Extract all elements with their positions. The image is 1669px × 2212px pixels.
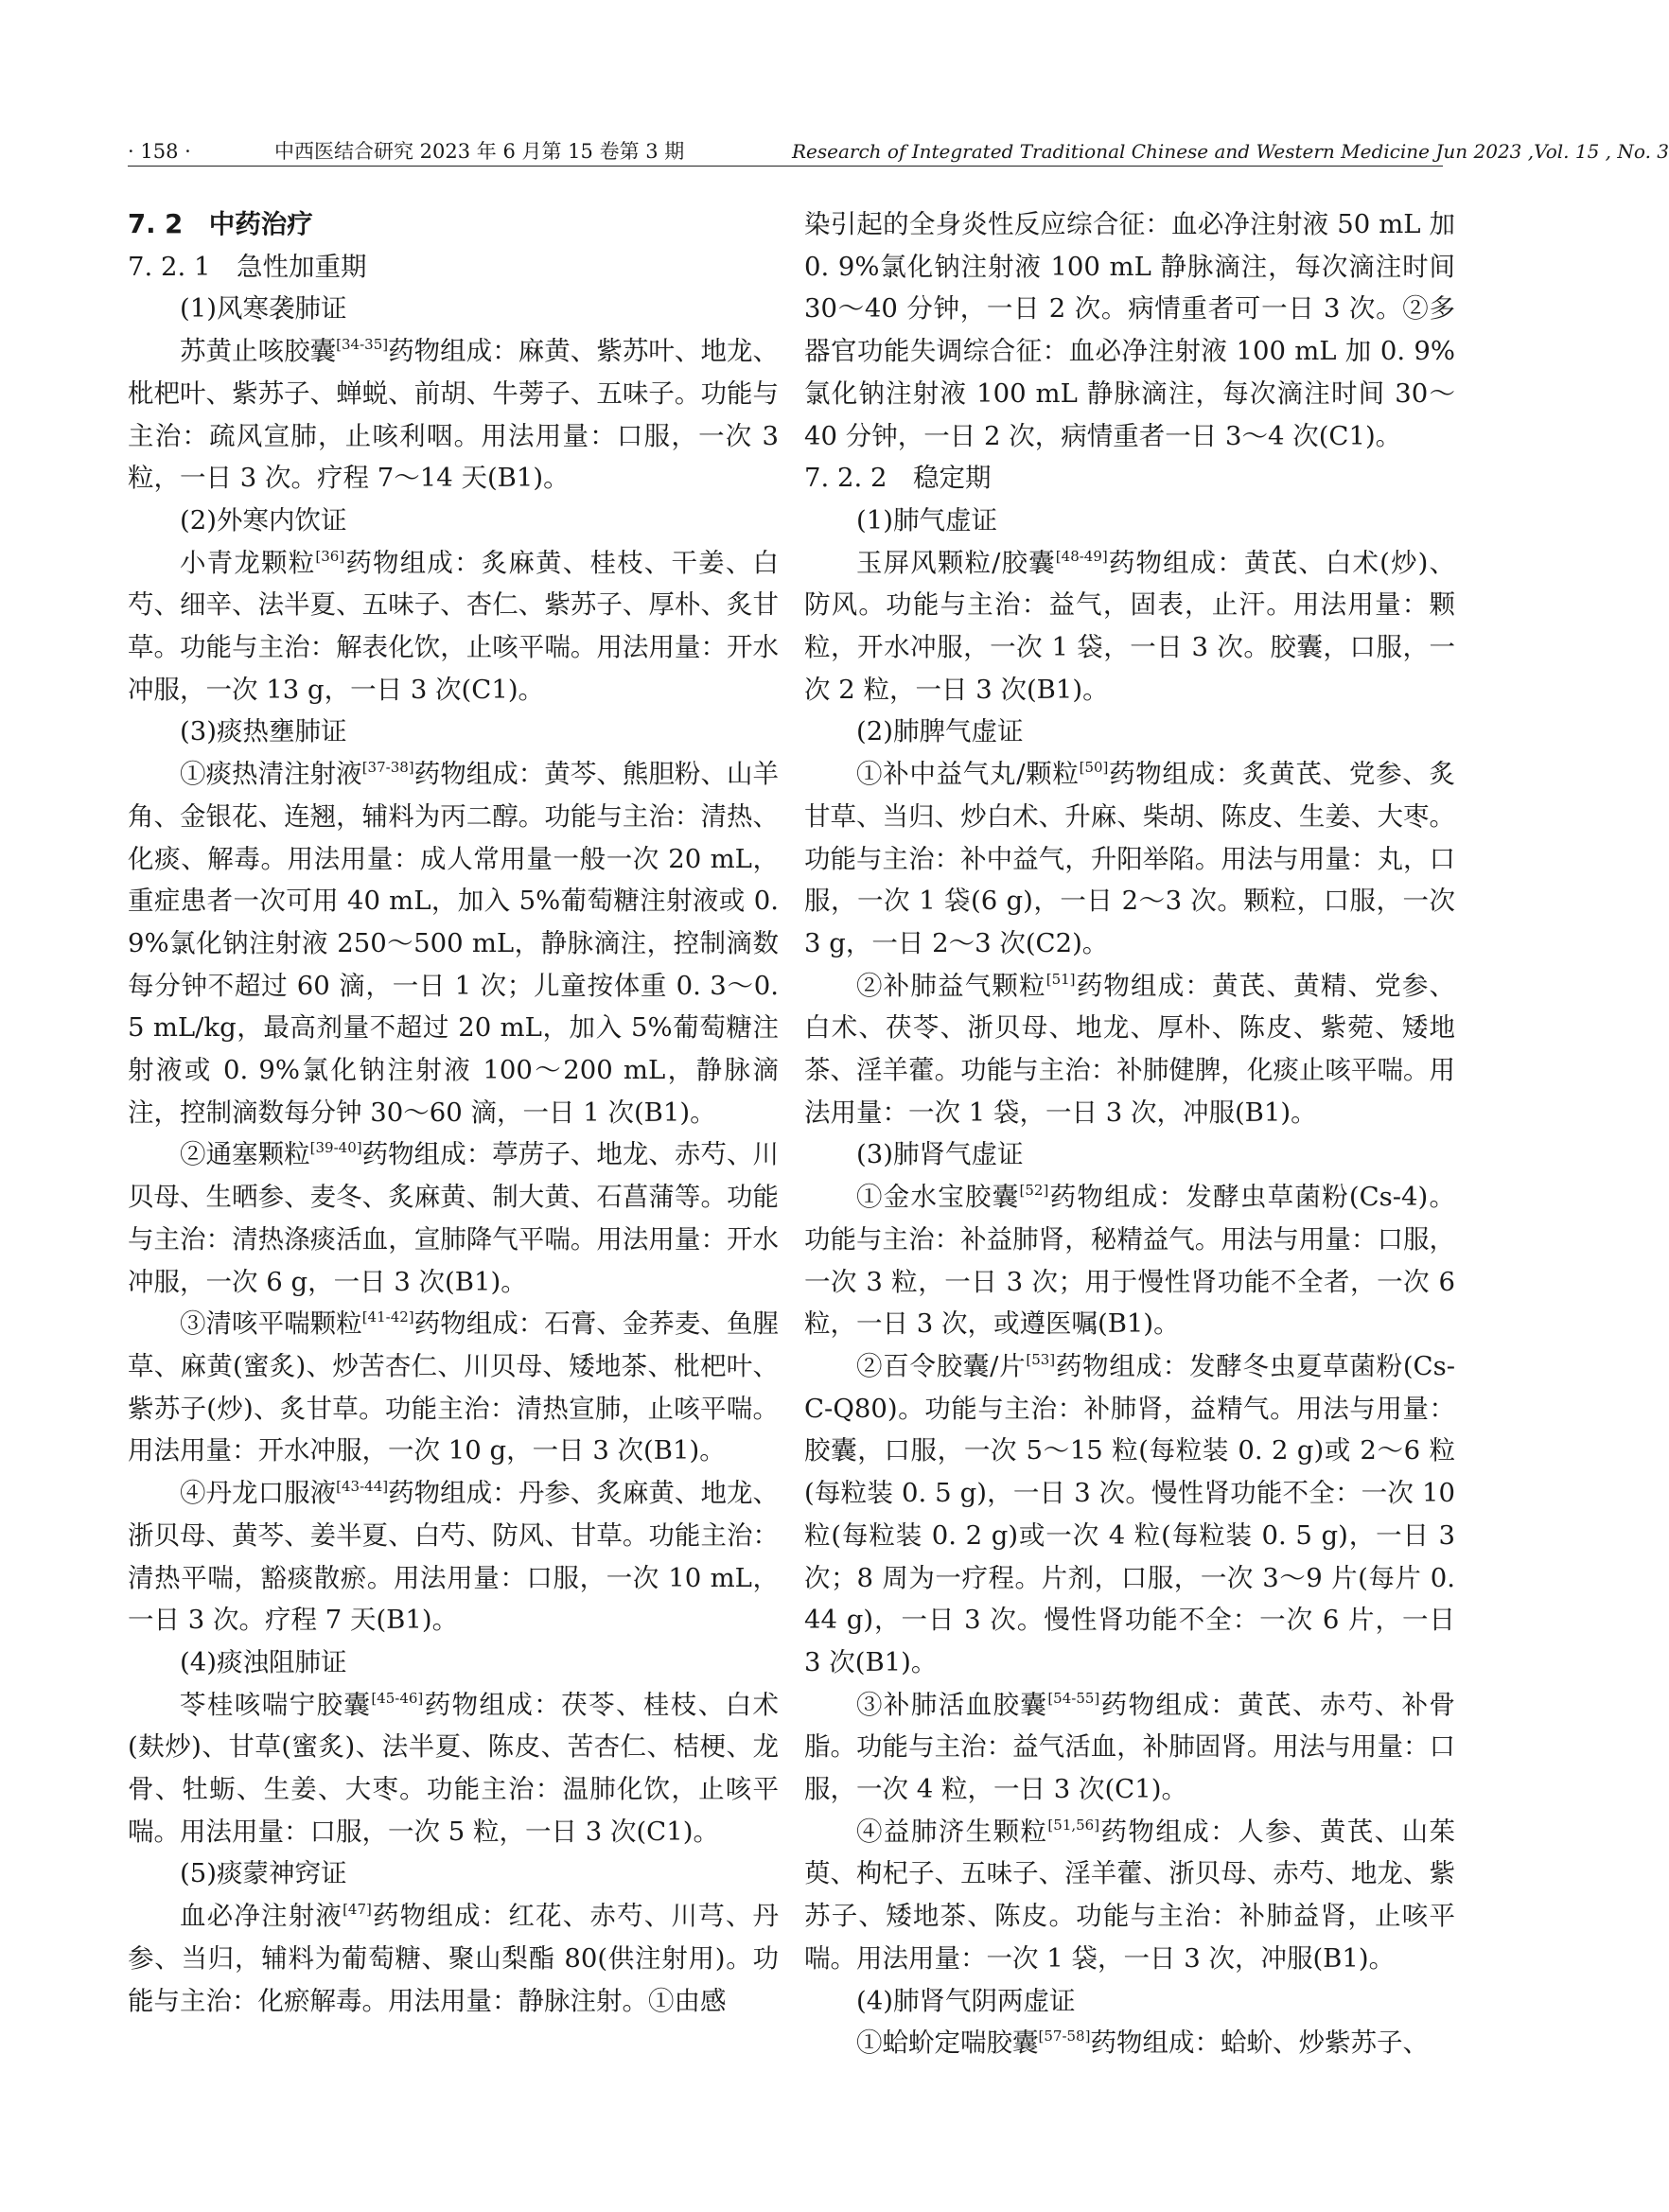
paragraph-text: 药物组成：炙麻黄、桂枝、干姜、白芍、细辛、法半夏、五味子、杏仁、紫苏子、厚朴、炙甘草。功能与主治：解表化饮，止咳平喘。用法用量：开水冲服，一次 13 g，一日 3 次(C1)。 — [128, 547, 780, 705]
page-number: · 158 · — [128, 140, 191, 163]
citation-ref: [47] — [343, 1901, 372, 1919]
paragraph-text: 药物组成：黄芪、赤芍、补骨脂。功能与主治：益气活血，补肺固肾。用法与用量：口服，一次 4 粒，一日 3 次(C1)。 — [804, 1689, 1456, 1805]
right-column — [804, 203, 1455, 2064]
citation-ref: [39-40] — [309, 1139, 362, 1157]
syndrome-heading: (1)风寒袭肺证 — [180, 293, 347, 325]
citation-ref: [53] — [1026, 1350, 1056, 1368]
body-paragraph — [128, 542, 779, 711]
citation-ref: [54-55] — [1047, 1689, 1100, 1707]
paragraph-lead: ④益肺济生颗粒 — [856, 1816, 1048, 1847]
journal-title-en: Research of Integrated Traditional Chinese and Western Medicine Jun 2023 ,Vol. 15 , No. 3 — [792, 140, 1669, 163]
body-paragraph — [128, 330, 779, 500]
syndrome-heading: (4)肺肾气阴两虚证 — [856, 1985, 1076, 2016]
body-paragraph — [128, 1895, 779, 2022]
paragraph-lead: 苏黄止咳胶囊 — [180, 336, 337, 367]
citation-ref: [52] — [1019, 1182, 1049, 1200]
paragraph-text: 药物组成：人参、黄芪、山茱萸、枸杞子、五味子、淫羊藿、浙贝母、赤芍、地龙、紫苏子、矮地茶、陈皮。功能与主治：补肺益肾，止咳平喘。用法用量：一次 1 袋，一日 3 次，冲服(B1)。 — [804, 1816, 1456, 1974]
body-paragraph — [804, 1811, 1455, 1980]
journal-title-cn: 中西医结合研究 2023 年 6 月第 15 卷第 3 期 — [274, 140, 685, 163]
citation-ref: [43-44] — [336, 1478, 389, 1496]
body-paragraph — [128, 753, 779, 1133]
running-header — [128, 137, 1669, 167]
paragraph-text: 药物组成：丹参、炙麻黄、地龙、浙贝母、黄芩、姜半夏、白芍、防风、甘草。功能主治：清热平喘，豁痰散瘀。用法用量：口服，一次 10 mL，一日 3 次。疗程 7 天(B1)。 — [128, 1478, 779, 1636]
body-paragraph — [804, 753, 1455, 965]
paragraph-lead: 苓桂咳喘宁胶囊 — [180, 1689, 372, 1720]
citation-ref: [41-42] — [361, 1308, 414, 1326]
syndrome-heading: (4)痰浊阻肺证 — [180, 1646, 347, 1677]
paragraph-text: 药物组成：发酵冬虫夏草菌粉(Cs-C-Q80)。功能与主治：补肺肾，益精气。用法与用量：胶囊，口服，一次 5～15 粒(每粒装 0. 2 g)或 2～6 粒(每粒装 0. 5 g)，一日 3 次。慢性肾功能不全：一次 10 粒(每粒装 0. 2 g)或一次 4 粒(每粒装 0. 5 g)，一日 3 次；8 周为一疗程。片剂，口服，一次 3～9 片(每片 0. 44 g)，一日 3 次。慢性肾功能不全：一次 6 片，一日 3 次(B1)。 — [804, 1350, 1455, 1677]
paragraph-text: 药物组成：葶苈子、地龙、赤芍、川贝母、生晒参、麦冬、炙麻黄、制大黄、石菖蒲等。功能与主治：清热涤痰活血，宣肺降气平喘。用法用量：开水冲服，一次 6 g，一日 3 次(B1)。 — [128, 1139, 780, 1297]
body-paragraph — [128, 1684, 779, 1853]
citation-ref: [37-38] — [361, 759, 414, 777]
citation-ref: [48-49] — [1055, 547, 1108, 565]
syndrome-heading: (3)肺肾气虚证 — [856, 1139, 1024, 1170]
paragraph-lead: ③补肺活血胶囊 — [856, 1689, 1048, 1720]
body-paragraph — [804, 542, 1455, 711]
body-paragraph — [128, 1133, 779, 1303]
citation-ref: [36] — [315, 547, 345, 565]
body-paragraph — [804, 1345, 1455, 1684]
citation-ref: [51,56] — [1047, 1816, 1100, 1834]
paragraph-lead: 血必净注射液 — [180, 1901, 343, 1932]
syndrome-heading: (3)痰热壅肺证 — [180, 716, 347, 747]
paragraph-text: 药物组成：黄芪、黄精、党参、白术、茯苓、浙贝母、地龙、厚朴、陈皮、紫菀、矮地茶、淫羊藿。功能与主治：补肺健脾，化痰止咳平喘。用法用量：一次 1 袋，一日 3 次，冲服(B1)。 — [804, 970, 1455, 1128]
citation-ref: [34-35] — [336, 336, 389, 354]
paragraph-text: 药物组成：石膏、金荞麦、鱼腥草、麻黄(蜜炙)、炒苦杏仁、川贝母、矮地茶、枇杷叶、紫苏子(炒)、炙甘草。功能主治：清热宣肺，止咳平喘。用法用量：开水冲服，一次 10 g，一日 3 次(B1)。 — [128, 1308, 780, 1466]
paragraph-text: 药物组成：发酵虫草菌粉(Cs-4)。功能与主治：补益肺肾，秘精益气。用法与用量：口服，一次 3 粒，一日 3 次；用于慢性肾功能不全者，一次 6 粒，一日 3 次，或遵医嘱(B1)。 — [804, 1182, 1455, 1340]
body-paragraph — [128, 1303, 779, 1472]
syndrome-heading: (5)痰蒙神窍证 — [180, 1858, 347, 1889]
paragraph-lead: ②通塞颗粒 — [180, 1139, 310, 1170]
paragraph-lead: ①痰热清注射液 — [180, 759, 362, 790]
syndrome-heading: (2)肺脾气虚证 — [856, 716, 1024, 747]
paragraph-lead: 小青龙颗粒 — [180, 547, 316, 578]
syndrome-heading: (2)外寒内饮证 — [180, 504, 347, 535]
subsection-heading: 7. 2. 2 稳定期 — [804, 463, 992, 494]
paragraph-lead: ③清咳平喘颗粒 — [180, 1308, 362, 1340]
body-paragraph — [804, 1684, 1455, 1811]
paragraph-text: 药物组成：茯苓、桂枝、白术(麸炒)、甘草(蜜炙)、法半夏、陈皮、苦杏仁、桔梗、龙骨、牡蛎、生姜、大枣。功能主治：温肺化饮，止咳平喘。用法用量：口服，一次 5 粒，一日 3 次(C1)。 — [128, 1689, 780, 1847]
paragraph-lead: ①蛤蚧定喘胶囊 — [856, 2028, 1039, 2059]
paragraph-lead: ④丹龙口服液 — [180, 1478, 337, 1509]
subsection-heading: 7. 2. 1 急性加重期 — [128, 251, 367, 282]
citation-ref: [45-46] — [371, 1689, 424, 1707]
paragraph-text: 药物组成：麻黄、紫苏叶、地龙、枇杷叶、紫苏子、蝉蜕、前胡、牛蒡子、五味子。功能与主治：疏风宣肺，止咳利咽。用法用量：口服，一次 3 粒，一日 3 次。疗程 7～14 天(B1)。 — [128, 336, 779, 494]
paragraph-text: 药物组成：黄芩、熊胆粉、山羊角、金银花、连翘，辅料为丙二醇。功能与主治：清热、化痰、解毒。用法用量：成人常用量一般一次 20 mL，重症患者一次可用 40 mL，加入 5%葡萄糖注射液或 0. 9%氯化钠注射液 250～500 mL，静脉滴注，控制滴数每分钟不超过 60 滴，一日 1 次；儿童按体重 0. 3～0. 5 mL/kg，最高剂量不超过 20 mL，加入 5%葡萄糖注射液或 0. 9%氯化钠注射液 100～200 mL，静脉滴注，控制滴数每分钟 30～60 滴，一日 1 次(B1)。 — [128, 759, 780, 1128]
paragraph-text: 药物组成：黄芪、白术(炒)、防风。功能与主治：益气，固表，止汗。用法用量：颗粒，开水冲服，一次 1 袋，一日 3 次。胶囊，口服，一次 2 粒，一日 3 次(B1)。 — [804, 547, 1455, 705]
body-paragraph — [804, 2022, 1455, 2064]
continued-paragraph: 染引起的全身炎性反应综合征：血必净注射液 50 mL 加 0. 9%氯化钠注射液 100 mL 静脉滴注，每次滴注时间 30～40 分钟，一日 2 次。病情重者可一日 3 次。②多器官功能失调综合征：血必净注射液 100 mL 加 0. 9%氯化钠注射液 100 mL 静脉滴注，每次滴注时间 30～40 分钟，一日 2 次，病情重者一日 3～4 次(C1)。 — [804, 209, 1455, 451]
paragraph-text: 药物组成：蛤蚧、炒紫苏子、 — [1090, 2028, 1429, 2059]
citation-ref: [57-58] — [1038, 2028, 1091, 2045]
paragraph-lead: ①金水宝胶囊 — [856, 1182, 1020, 1213]
paragraph-text: 药物组成：炙黄芪、党参、炙甘草、当归、炒白术、升麻、柴胡、陈皮、生姜、大枣。功能与主治：补中益气，升阳举陷。用法与用量：丸，口服，一次 1 袋(6 g)，一日 2～3 次。颗粒，口服，一次 3 g，一日 2～3 次(C2)。 — [804, 759, 1456, 958]
paragraph-text: 药物组成：红花、赤芍、川芎、丹参、当归，辅料为葡萄糖、聚山梨酯 80(供注射用)。功能与主治：化瘀解毒。用法用量：静脉注射。①由感 — [128, 1901, 780, 2016]
body-paragraph — [128, 1472, 779, 1641]
paragraph-lead: ②补肺益气颗粒 — [856, 970, 1046, 1001]
body-paragraph — [804, 1176, 1455, 1345]
paragraph-lead: ①补中益气丸/颗粒 — [856, 759, 1080, 790]
paragraph-lead: ②百令胶囊/片 — [856, 1350, 1027, 1381]
left-column — [128, 203, 779, 2022]
citation-ref: [50] — [1079, 759, 1109, 777]
paragraph-lead: 玉屏风颗粒/胶囊 — [856, 547, 1056, 578]
body-paragraph — [804, 965, 1455, 1134]
citation-ref: [51] — [1045, 970, 1076, 988]
section-heading: 7. 2 中药治疗 — [128, 209, 313, 239]
syndrome-heading: (1)肺气虚证 — [856, 504, 997, 535]
